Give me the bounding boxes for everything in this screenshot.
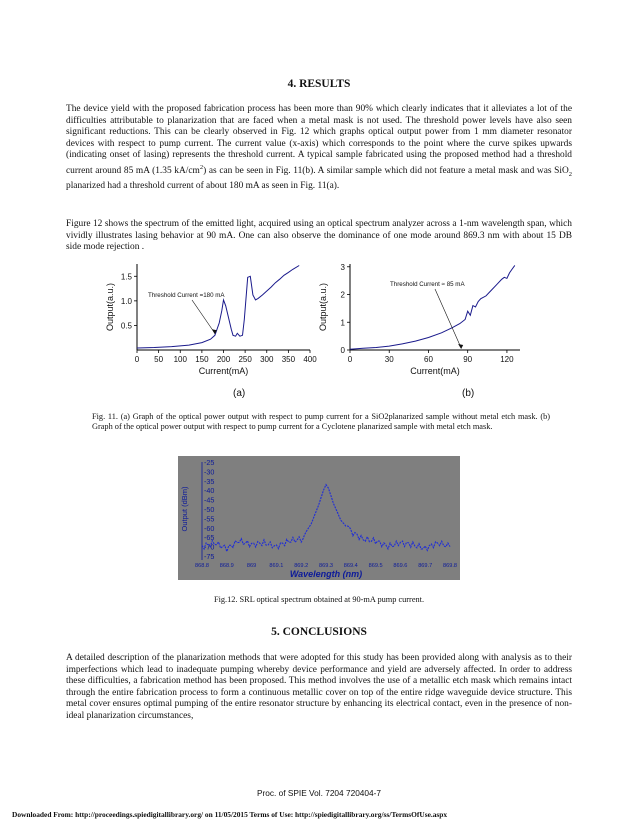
spectrum-x-tick-label: 868.8 xyxy=(195,563,209,569)
x-tick-label: 150 xyxy=(195,355,209,364)
output-power-curve xyxy=(137,266,299,349)
panel-b-label: (b) xyxy=(462,388,475,399)
spectrum-y-tick-label: -70 xyxy=(204,542,215,552)
figure-11a-chart xyxy=(100,256,330,406)
spectrum-x-tick-label: 869.4 xyxy=(343,563,358,569)
y-tick-label: 0.5 xyxy=(120,321,132,331)
output-power-curve xyxy=(350,265,515,349)
spectrum-x-tick-label: 869.1 xyxy=(269,563,284,569)
spectrum-y-tick-label: -30 xyxy=(204,467,215,477)
x-tick-label: 0 xyxy=(134,355,140,364)
figure-12-spectrum xyxy=(178,456,460,580)
x-tick-label: 300 xyxy=(260,355,274,364)
conclusions-paragraph-1: A detailed description of the planarization methods that were adopted for this study has been provided along with analysis as to their imperfections which lead to inadequate pumping whereby device performance and yield are adversely affected. In order to address these difficulties, a fabrication method has been proposed. This method involves the use of a metallic etch mask which remains intact through the entire fabrication process to form a continuous metallic cover on top of the entire ridge waveguide device structure. This metal cover ensures optimal pumping of the entire resonator structure by enhancing its electrical contact, even in the presence of non-ideal planarization circumstances, xyxy=(66,653,572,721)
x-tick-label: 0 xyxy=(347,355,353,364)
results-paragraph-1 xyxy=(66,104,572,192)
spectrum-y-tick-label: -60 xyxy=(204,523,215,533)
y-tick-label: 3 xyxy=(340,262,345,272)
y-tick-label: 1.0 xyxy=(120,296,132,306)
spectrum-y-tick-label: -35 xyxy=(204,476,215,486)
spectrum-x-axis-label: Wavelength (nm) xyxy=(289,569,363,579)
x-tick-label: 350 xyxy=(281,355,296,364)
x-axis-label: Current(mA) xyxy=(198,366,249,376)
figure-11-caption: Fig. 11. (a) Graph of the optical power output with respect to pump current for a SiO2planarized sample without metal etch mask. (b) Graph of the optical power output with respect to pump current for a Cyclotene planarized sample with metal etch mask. xyxy=(92,412,550,432)
y-tick-label: 1 xyxy=(340,318,345,328)
proceedings-footer: Proc. of SPIE Vol. 7204 720404-7 xyxy=(256,788,382,798)
x-axis-label: Current(mA) xyxy=(410,366,460,376)
x-tick-label: 400 xyxy=(303,355,317,364)
download-notice: Downloaded From: http://proceedings.spiedigitallibrary.org/ on 11/05/2015 Terms of Use: http://spiedigitallibrary.org/ss/TermsOfUse.aspx xyxy=(12,810,448,819)
y-axis-label: Output(a.u.) xyxy=(105,282,115,332)
spectrum-y-axis-label: Output (dBm) xyxy=(180,486,189,532)
panel-a-label: (a) xyxy=(233,388,246,399)
spectrum-y-tick-label: -75 xyxy=(204,552,215,561)
p1-text-a: The device yield with the proposed fabrication process has been more than 90% which clearly indicates that it alleviates a lot of the difficulties attributable to planarization that are faced when a metal mask is not used. The threshold power levels have also seen significant reductions. This can be clearly observed in Fig. 12 which graphs optical output power from 1 mm diameter resonator devices with respect to pump current. The current value (x-axis) which corresponds to the point where the curve spikes upwards (indicating onset of lasing) represents the threshold current. A typical sample fabricated using the proposed method had a threshold current around 85 mA (1.35 kA/cm xyxy=(66,104,572,177)
spectrum-y-tick-label: -25 xyxy=(204,458,215,467)
spectrum-x-tick-label: 869 xyxy=(246,563,257,569)
results-paragraph-2: Figure 12 shows the spectrum of the emitted light, acquired using an optical spectrum analyzer across a 1-nm wavelength span, which vividly illustrates lasing behavior at 90 mA. One can also observe the dominance of one mode around 869.3 nm with about 15 DB side mode rejection . xyxy=(66,219,572,253)
section-heading-results: 4. RESULTS xyxy=(287,78,351,90)
section-heading-conclusions: 5. CONCLUSIONS xyxy=(271,626,367,638)
x-tick-label: 100 xyxy=(173,355,187,364)
spectrum-y-tick-label: -65 xyxy=(204,533,215,543)
y-tick-label: 1.5 xyxy=(120,272,132,282)
x-tick-label: 90 xyxy=(463,355,473,364)
spectrum-x-tick-label: 869.3 xyxy=(319,563,333,569)
threshold-arrow xyxy=(435,289,461,348)
spectrum-x-tick-label: 868.9 xyxy=(219,563,234,569)
p1-subscript: 2 xyxy=(568,170,573,178)
spectrum-x-tick-label: 869.7 xyxy=(418,563,433,569)
x-tick-label: 30 xyxy=(384,355,394,364)
threshold-arrow xyxy=(192,300,215,333)
p1-text-b: ) as can be seen in Fig. 11(b). A similar sample which did not feature a metal mask and was SiO xyxy=(203,166,569,177)
spectrum-x-tick-label: 869.2 xyxy=(294,563,309,569)
threshold-annotation: Threshold Current =180 mA xyxy=(148,292,225,299)
spectrum-background xyxy=(178,456,460,580)
spectrum-y-tick-label: -45 xyxy=(204,495,215,505)
y-tick-label: 2 xyxy=(340,290,345,300)
threshold-arrowhead xyxy=(458,344,463,349)
spectrum-x-tick-label: 869.6 xyxy=(393,563,408,569)
x-tick-label: 60 xyxy=(424,355,433,364)
figure-12-caption: Fig.12. SRL optical spectrum obtained at 90-mA pump current. xyxy=(213,595,425,604)
x-tick-label: 200 xyxy=(216,355,231,364)
p1-text-c: planarized had a threshold current of about 180 mA as seen in Fig. 11(a). xyxy=(66,180,340,191)
spectrum-x-tick-label: 869.8 xyxy=(443,563,457,569)
y-axis-label: Output(a.u.) xyxy=(318,282,328,332)
p1-superscript: 2 xyxy=(199,163,204,171)
spectrum-y-tick-label: -55 xyxy=(204,514,215,524)
x-tick-label: 250 xyxy=(238,355,252,364)
x-tick-label: 120 xyxy=(500,355,514,364)
figure-11b-chart xyxy=(320,256,535,406)
spectrum-y-tick-label: -50 xyxy=(204,505,215,514)
y-tick-label: 0 xyxy=(340,346,345,355)
x-tick-label: 50 xyxy=(154,355,164,364)
spectrum-x-tick-label: 869.5 xyxy=(368,563,383,569)
spectrum-y-tick-label: -40 xyxy=(204,486,215,496)
threshold-annotation: Threshold Current ≈ 85 mA xyxy=(390,281,465,288)
